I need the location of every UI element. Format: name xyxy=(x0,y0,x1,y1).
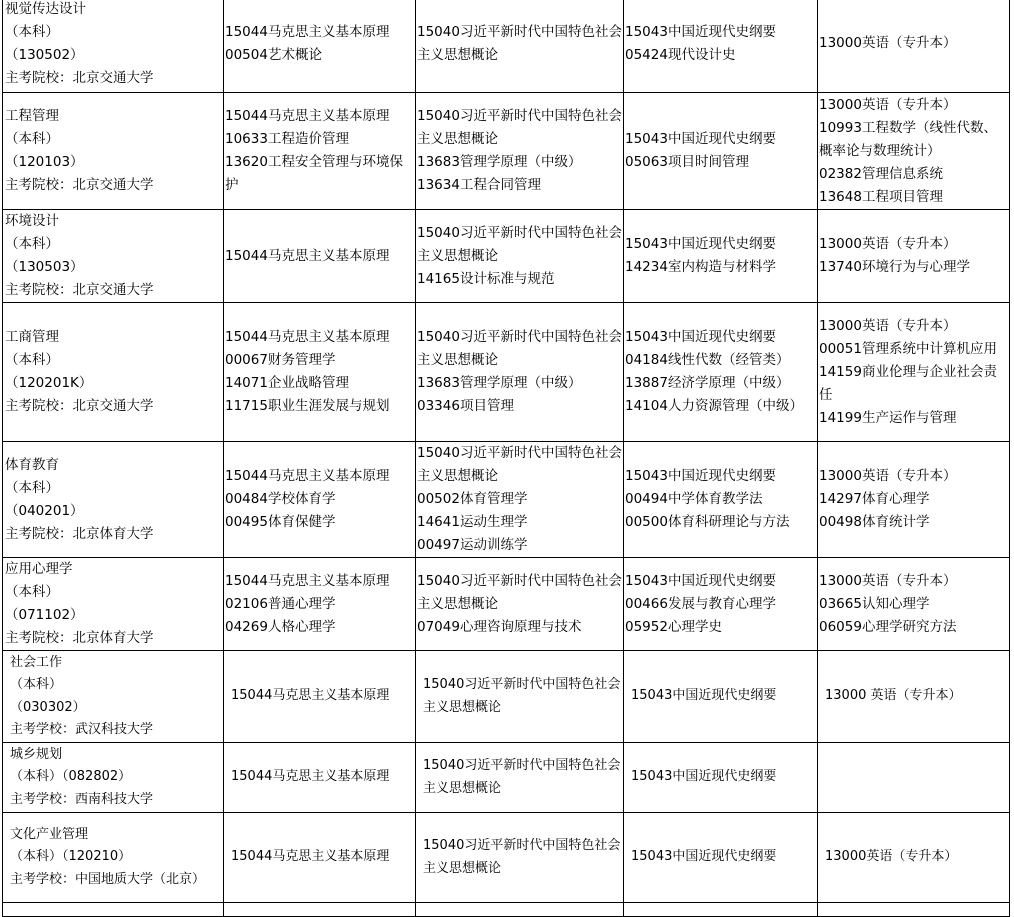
major-info-line: 主考院校：北京交通大学 xyxy=(5,69,154,86)
major-info-line: （130502） xyxy=(5,46,84,63)
course-line: 15044马克思主义基本原理 xyxy=(225,329,390,345)
empty-cell xyxy=(224,903,416,917)
subject-cell-4 xyxy=(818,93,1010,210)
table-row-partial xyxy=(3,903,1010,917)
course-line: 15043中国近现代史纲要 xyxy=(625,329,776,345)
course-line: 13740环境行为与心理学 xyxy=(819,259,970,275)
major-info-line: （040201） xyxy=(5,502,84,519)
table-row xyxy=(3,558,1010,651)
empty-cell xyxy=(416,903,624,917)
major-info-line: （120201K） xyxy=(5,375,93,391)
subject-cell-4 xyxy=(818,303,1010,442)
course-line: 02106普通心理学 xyxy=(225,595,336,612)
course-line: 15040习近平新时代中国特色社会主义思想概论 xyxy=(417,329,622,368)
course-line: 15043中国近现代史纲要 xyxy=(631,688,777,704)
major-info-line: 社会工作 xyxy=(10,654,63,670)
subject-cell-3 xyxy=(624,442,818,558)
course-line: 15040习近平新时代中国特色社会主义思想概论 xyxy=(423,838,621,876)
subject-cell-2 xyxy=(416,743,624,813)
course-line: 13000英语（专升本） xyxy=(819,572,957,589)
subject-cell-4 xyxy=(818,210,1010,303)
course-line: 15044马克思主义基本原理 xyxy=(225,572,390,589)
course-line: 14165设计标准与规范 xyxy=(417,270,555,287)
table-row xyxy=(3,743,1010,813)
subject-cell-4 xyxy=(818,0,1010,93)
course-line: 13000英语（专升本） xyxy=(819,468,957,484)
subject-cell-1 xyxy=(224,303,416,442)
course-line: 15043中国近现代史纲要 xyxy=(631,849,777,865)
course-line: 14199生产运作与管理 xyxy=(819,409,957,426)
major-info-line: （120103） xyxy=(5,154,84,170)
course-line: 15044马克思主义基本原理 xyxy=(225,23,390,40)
subject-cell-4 xyxy=(818,813,1010,903)
major-info-line: （030302） xyxy=(10,699,86,715)
major-info-line: （071102） xyxy=(5,607,84,623)
course-line: 06059心理学研究方法 xyxy=(819,618,957,635)
course-line: 10633工程造价管理 xyxy=(225,131,349,147)
course-line: 10993工程数学（线性代数、概率论与数理统计） xyxy=(819,119,997,159)
subject-cell-1 xyxy=(224,210,416,303)
table-row xyxy=(3,210,1010,303)
course-line: 00067财务管理学 xyxy=(225,352,336,368)
course-line: 00484学校体育学 xyxy=(225,491,336,507)
course-line: 00495体育保健学 xyxy=(225,514,336,530)
major-info-line: （本科） xyxy=(5,131,59,147)
major-cell xyxy=(3,210,224,303)
major-cell xyxy=(3,303,224,442)
major-info-line: （本科）（120210） xyxy=(10,849,132,865)
subject-cell-4 xyxy=(818,558,1010,651)
course-line: 14297体育心理学 xyxy=(819,491,930,507)
course-line: 00494中学体育教学法 xyxy=(625,491,763,507)
subject-cell-3 xyxy=(624,210,818,303)
course-line: 14071企业战略管理 xyxy=(225,375,349,391)
subject-cell-2 xyxy=(416,558,624,651)
subject-cell-3 xyxy=(624,0,818,93)
course-line: 14159商业伦理与企业社会责任 xyxy=(819,363,997,403)
course-line: 15043中国近现代史纲要 xyxy=(625,23,776,40)
course-line: 14641运动生理学 xyxy=(417,514,528,530)
table-body xyxy=(3,0,1010,917)
course-line: 14234室内构造与材料学 xyxy=(625,259,776,275)
course-line: 03346项目管理 xyxy=(417,398,514,414)
subject-cell-1 xyxy=(224,813,416,903)
major-info-line: 主考院校：北京体育大学 xyxy=(5,525,154,542)
subject-cell-1 xyxy=(224,743,416,813)
subject-cell-4 xyxy=(818,442,1010,558)
subject-cell-3 xyxy=(624,743,818,813)
course-line: 05063项目时间管理 xyxy=(625,154,749,170)
course-line: 13000英语（专升本） xyxy=(819,236,957,252)
course-line: 00051管理系统中计算机应用 xyxy=(819,340,997,357)
course-line: 04184线性代数（经管类） xyxy=(625,352,790,368)
major-info-line: 工商管理 xyxy=(5,329,59,345)
subject-cell-1 xyxy=(224,0,416,93)
major-info-line: 城乡规划 xyxy=(10,746,63,762)
major-info-line: 主考院校：北京交通大学 xyxy=(5,177,154,193)
course-line: 13887经济学原理（中级） xyxy=(625,375,790,391)
subject-cell-1 xyxy=(224,93,416,210)
table-row xyxy=(3,93,1010,210)
course-line: 13683管理学原理（中级） xyxy=(417,154,582,170)
course-line: 15043中国近现代史纲要 xyxy=(625,236,776,252)
subject-cell-3 xyxy=(624,651,818,743)
subject-cell-1 xyxy=(224,651,416,743)
major-info-line: （本科） xyxy=(5,236,59,252)
table-row xyxy=(3,442,1010,558)
major-cell xyxy=(3,813,224,903)
subject-cell-3 xyxy=(624,813,818,903)
table-row xyxy=(3,0,1010,93)
course-line: 15040习近平新时代中国特色社会主义思想概论 xyxy=(417,23,622,63)
course-line: 13634工程合同管理 xyxy=(417,177,541,193)
course-line: 15043中国近现代史纲要 xyxy=(631,769,777,785)
major-cell xyxy=(3,743,224,813)
major-info-line: 应用心理学 xyxy=(5,561,73,577)
course-line: 02382管理信息系统 xyxy=(819,165,943,182)
major-info-line: 主考学校：西南科技大学 xyxy=(10,791,154,807)
subject-cell-3 xyxy=(624,303,818,442)
course-line: 04269人格心理学 xyxy=(225,618,336,635)
major-info-line: （本科） xyxy=(5,584,59,600)
exam-plan-table xyxy=(2,0,1010,917)
subject-cell-1 xyxy=(224,442,416,558)
major-info-line: （本科） xyxy=(5,23,59,40)
major-info-line: 主考学校：武汉科技大学 xyxy=(10,722,154,737)
course-line: 13648工程项目管理 xyxy=(819,188,943,205)
course-line: 13620工程安全管理与环境保护 xyxy=(225,154,403,193)
subject-cell-2 xyxy=(416,813,624,903)
subject-cell-4 xyxy=(818,651,1010,743)
subject-cell-2 xyxy=(416,303,624,442)
subject-cell-1 xyxy=(224,558,416,651)
table-row xyxy=(3,303,1010,442)
major-cell xyxy=(3,442,224,558)
major-info-line: （本科） xyxy=(10,677,63,692)
major-info-line: （130503） xyxy=(5,259,84,275)
course-line: 15043中国近现代史纲要 xyxy=(625,572,776,589)
empty-cell xyxy=(3,903,224,917)
major-info-line: 文化产业管理 xyxy=(10,826,89,842)
course-line: 15043中国近现代史纲要 xyxy=(625,468,776,484)
major-cell xyxy=(3,651,224,743)
subject-cell-2 xyxy=(416,651,624,743)
course-line: 13683管理学原理（中级） xyxy=(417,375,582,391)
major-info-line: 主考院校：北京体育大学 xyxy=(5,630,154,646)
course-line: 00500体育科研理论与方法 xyxy=(625,514,790,530)
major-info-line: （本科） xyxy=(5,352,59,368)
course-line: 05424现代设计史 xyxy=(625,46,736,63)
course-line: 15040习近平新时代中国特色社会主义思想概论 xyxy=(417,445,622,484)
course-line: 15040习近平新时代中国特色社会主义思想概论 xyxy=(417,108,622,147)
course-line: 15040习近平新时代中国特色社会主义思想概论 xyxy=(417,572,622,612)
course-line: 13000英语（专升本） xyxy=(819,96,957,113)
major-info-line: （本科） xyxy=(5,479,59,496)
course-line: 15044马克思主义基本原理 xyxy=(225,247,390,264)
subject-cell-2 xyxy=(416,442,624,558)
major-info-line: （本科）（082802） xyxy=(10,769,132,785)
course-line: 00466发展与教育心理学 xyxy=(625,595,776,612)
major-info-line: 主考院校：北京交通大学 xyxy=(5,282,154,298)
course-line: 15044马克思主义基本原理 xyxy=(231,688,390,704)
course-line: 00504艺术概论 xyxy=(225,46,322,63)
subject-cell-2 xyxy=(416,93,624,210)
subject-cell-3 xyxy=(624,93,818,210)
course-line: 15043中国近现代史纲要 xyxy=(625,131,776,147)
major-cell xyxy=(3,558,224,651)
course-line: 15044马克思主义基本原理 xyxy=(231,769,390,785)
course-line: 11715职业生涯发展与规划 xyxy=(225,398,390,414)
course-line: 15044马克思主义基本原理 xyxy=(225,468,390,484)
course-line: 15040习近平新时代中国特色社会主义思想概论 xyxy=(423,677,621,715)
course-line: 00502体育管理学 xyxy=(417,491,528,507)
course-line: 13000英语（专升本） xyxy=(819,35,957,51)
table-row xyxy=(3,651,1010,743)
course-line: 07049心理咨询原理与技术 xyxy=(417,618,582,635)
subject-cell-2 xyxy=(416,0,624,93)
course-line: 15040习近平新时代中国特色社会主义思想概论 xyxy=(417,224,622,264)
course-line: 05952心理学史 xyxy=(625,618,722,635)
major-info-line: 主考学校：中国地质大学（北京） xyxy=(10,871,206,887)
subject-cell-3 xyxy=(624,558,818,651)
major-info-line: 环境设计 xyxy=(5,213,59,229)
course-line: 13000英语（专升本） xyxy=(825,849,958,865)
course-line: 13000 英语（专升本） xyxy=(825,688,962,704)
empty-cell xyxy=(818,903,1010,917)
course-line: 00497运动训练学 xyxy=(417,537,528,553)
table-row xyxy=(3,813,1010,903)
course-line: 14104人力资源管理（中级） xyxy=(625,398,803,414)
major-info-line: 工程管理 xyxy=(5,108,59,124)
course-line: 15040习近平新时代中国特色社会主义思想概论 xyxy=(423,758,621,796)
course-line: 00498体育统计学 xyxy=(819,514,930,530)
course-line: 15044马克思主义基本原理 xyxy=(225,108,390,124)
course-line: 15044马克思主义基本原理 xyxy=(231,849,390,865)
major-info-line: 主考院校：北京交通大学 xyxy=(5,398,154,414)
empty-cell xyxy=(624,903,818,917)
major-cell xyxy=(3,0,224,93)
subject-cell-4 xyxy=(818,743,1010,813)
major-cell xyxy=(3,93,224,210)
course-line: 03665认知心理学 xyxy=(819,595,930,612)
course-line: 13000英语（专升本） xyxy=(819,317,957,334)
major-info-line: 体育教育 xyxy=(5,456,59,473)
major-info-line: 视觉传达设计 xyxy=(5,0,86,17)
subject-cell-2 xyxy=(416,210,624,303)
